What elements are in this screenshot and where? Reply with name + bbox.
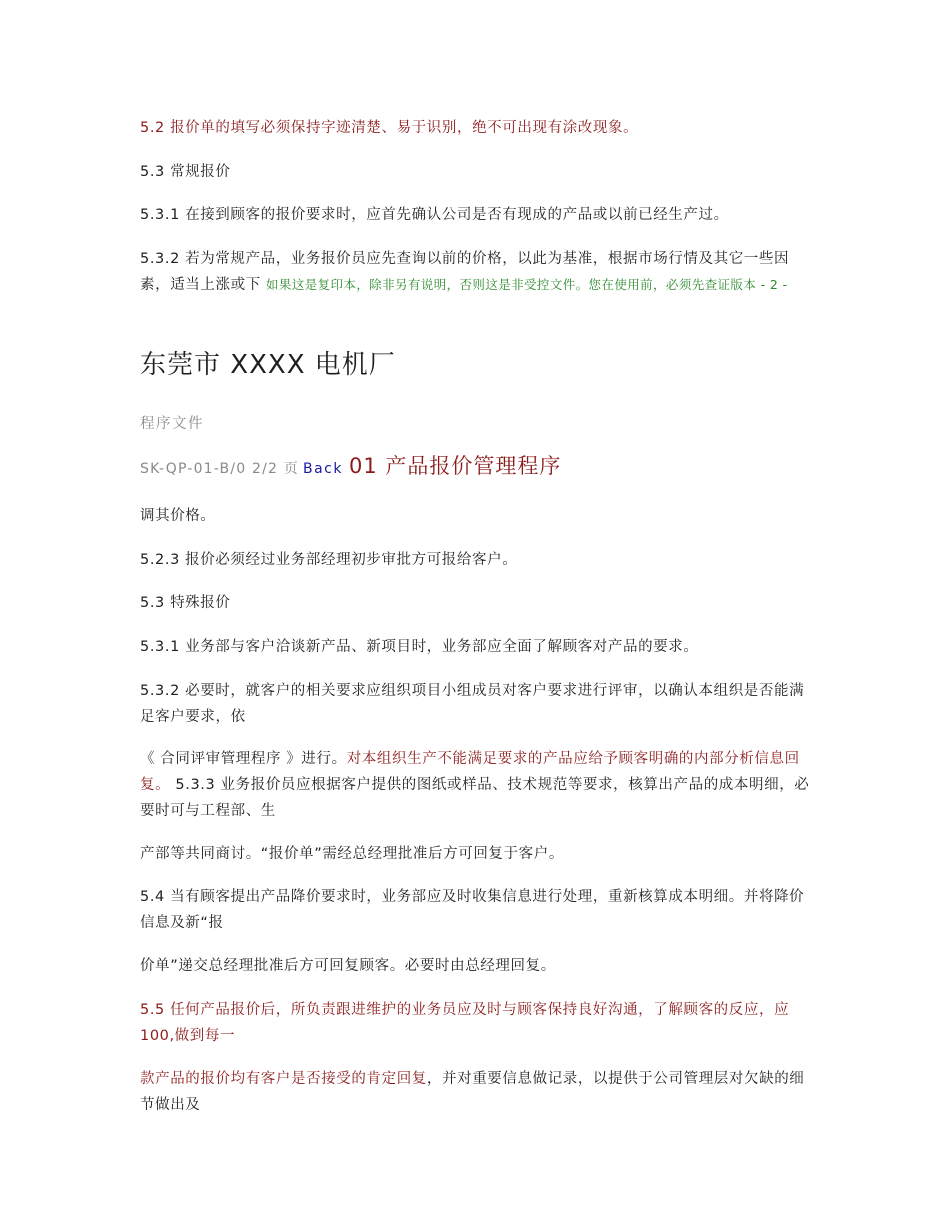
document-header-line bbox=[140, 450, 840, 480]
copy-notice: 如果这是复印本，除非另有说明，否则这是非受控文件。您在使用前，必须先查证版本 - 2 - bbox=[266, 277, 788, 292]
document-title: 01 产品报价管理程序 bbox=[349, 454, 562, 478]
paragraph-5-3-2-special: 5.3.2 必要时，就客户的相关要求应组织项目小组成员对客户要求进行评审，以确认本组织是否能满足客户要求，依 bbox=[140, 683, 805, 725]
paragraph-5-2-3: 5.2.3 报价必须经过业务部经理初步审批方可报给客户。 bbox=[140, 552, 518, 568]
document-type: 程序文件 bbox=[140, 416, 204, 432]
paragraph-5-3-1: 5.3.1 在接到顾客的报价要求时，应首先确认公司是否有现成的产品或以前已经生产过。 bbox=[140, 207, 729, 223]
paragraph-5-5: 5.5 任何产品报价后，所负责跟进维护的业务员应及时与顾客保持良好沟通，了解顾客的反应，应 100,做到每一 bbox=[140, 1002, 790, 1044]
company-name: 东莞市 XXXX 电机厂 bbox=[140, 350, 396, 380]
paragraph-5-3-2 bbox=[140, 246, 810, 298]
back-link[interactable]: Back bbox=[303, 461, 343, 477]
confirmation-text: ，并对重要信息做记录，以提供于公司管理层对欠缺的细节做出及 bbox=[140, 1071, 805, 1113]
paragraph-5-3-1-special: 5.3.1 业务部与客户洽谈新产品、新项目时，业务部应全面了解顾客对产品的要求。 bbox=[140, 639, 699, 655]
paragraph-approval: 价单”递交总经理批准后方可回复顾客。必要时由总经理回复。 bbox=[140, 958, 556, 974]
paragraph-continuation: 调其价格。 bbox=[140, 508, 216, 524]
heading-5-3-special: 5.3 特殊报价 bbox=[140, 595, 231, 611]
paragraph-5-2: 5.2 报价单的填写必须保持字迹清楚、易于识别，绝不可出现有涂改现象。 bbox=[140, 120, 639, 136]
paragraph-discussion: 产部等共同商讨。“报价单”需经总经理批准后方可回复于客户。 bbox=[140, 846, 564, 862]
paragraph-5-3-3: 5.3.3 业务报价员应根据客户提供的图纸或样品、技术规范等要求，核算出产品的成本明细，必要时可与工程部、生 bbox=[140, 777, 810, 819]
paragraph-confirmation bbox=[140, 1066, 810, 1118]
heading-5-3: 5.3 常规报价 bbox=[140, 164, 231, 180]
paragraph-5-3-2-text: 5.3.2 若为常规产品，业务报价员应先查询以前的价格，以此为基准，根据市场行情及其它一些因素，适当上涨或下 bbox=[140, 251, 790, 293]
paragraph-5-4: 5.4 当有顾客提出产品降价要求时，业务部应及时收集信息进行处理，重新核算成本明细。并将降价信息及新“报 bbox=[140, 889, 805, 931]
internal-analysis-reply: 对本组织生产不能满足要求的产品应给予顾客明确的内部分析信息回复。 bbox=[140, 751, 800, 793]
document-code: SK-QP-01-B/0 2/2 页 bbox=[140, 461, 299, 477]
paragraph-contract-review bbox=[140, 746, 810, 824]
confirmation-highlight: 款产品的报价均有客户是否接受的肯定回复 bbox=[140, 1071, 427, 1087]
contract-review-text: 《 合同评审管理程序 》进行。 bbox=[140, 751, 347, 767]
